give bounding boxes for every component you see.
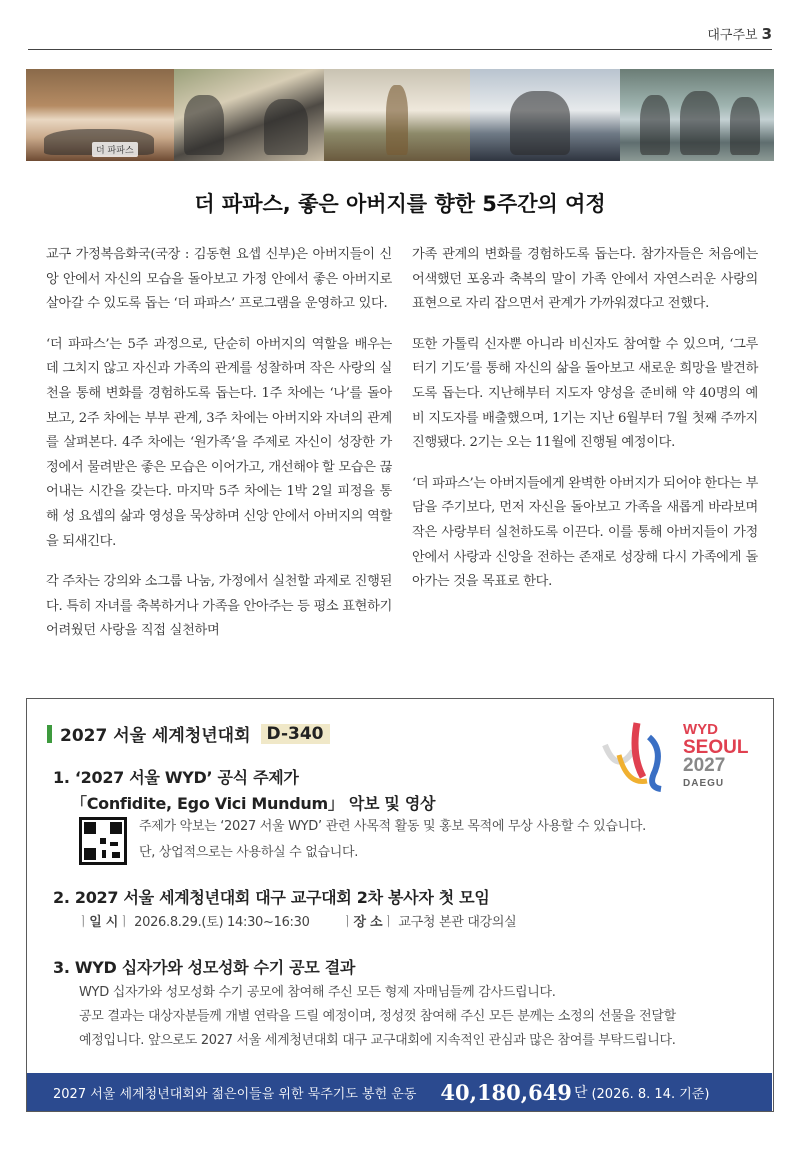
item2-details: ㅣ일 시ㅣ 2026.8.29.(토) 14:30~16:30 ㅣ장 소ㅣ 교구청 본관 대강의실 (77, 915, 517, 930)
item1-desc-2: 단, 상업적으로는 사용하실 수 없습니다. (139, 845, 359, 860)
wyd-heading (47, 721, 330, 746)
logo-line: SEOUL (683, 737, 749, 758)
article-column-left (46, 243, 392, 660)
photo-discussion (174, 69, 324, 161)
item3-line-3: 예정입니다. 앞으로도 2027 서울 세계청년대회 대구 교구대회에 지속적인 관심과 많은 참여를 부탁드립니다. (79, 1033, 676, 1048)
logo-line: 2027 (683, 755, 726, 776)
item1-desc-1: 주제가 악보는 ‘2027 서울 WYD’ 관련 사목적 활동 및 홍보 목적에 무상 사용할 수 있습니다. (139, 819, 646, 834)
place-label: 장 소 (353, 915, 383, 930)
rosary-count-bar (27, 1073, 772, 1111)
rosary-count: 40,180,649 (440, 1079, 572, 1105)
article-title: 더 파파스, 좋은 아버지를 향한 5주간의 여정 (194, 192, 606, 216)
page-number: 3 (761, 25, 772, 43)
rosary-label: 2027 서울 세계청년대회와 젊은이들을 위한 묵주기도 봉헌 운동 (53, 1086, 417, 1102)
wyd-logo (597, 715, 757, 799)
heading-bar (47, 725, 52, 743)
wyd-heading-text: 2027 서울 세계청년대회 (60, 726, 251, 746)
item2-title: 2. 2027 서울 세계청년대회 대구 교구대회 2차 봉사자 첫 모임 (53, 888, 490, 907)
qr-code-icon[interactable] (79, 817, 127, 865)
dday-badge: D-340 (261, 724, 330, 744)
paragraph: ‘더 파파스’는 아버지들에게 완벽한 아버지가 되어야 한다는 부담을 주기보다, 먼저 자신을 돌아보고 가족을 새롭게 바라보며 작은 사랑부터 실천하도록 이끈다. 이를 통해 아버지들이 가정 안에서 사랑과 신앙을 전하는 존재로 성장해 다시 가족에게 돌아가는 것을 목표로 한다. (412, 475, 759, 590)
place-value: 교구청 본관 대강의실 (398, 915, 517, 930)
photo-embrace (620, 69, 774, 161)
logo-line: WYD (683, 721, 718, 738)
wyd-logo-text (683, 721, 748, 793)
paragraph: 또한 가톨릭 신자뿐 아니라 비신자도 참여할 수 있으며, ‘그루터기 기도’를 통해 자신의 삶을 돌아보고 새로운 희망을 발견하도록 돕는다. 지난해부터 지도자 양성을 준비해 약 40명의 예비 지도자를 배출했으며, 1기는 지난 6월부터 7월 첫째 주까지 진행됐다. 2기는 오는 11월에 진행될 예정이다. (412, 336, 759, 451)
date-value: 2026.8.29.(토) 14:30~16:30 (134, 915, 310, 930)
publication-title: 대구주보 (707, 28, 758, 43)
wyd-notice-box (26, 698, 774, 1112)
publication-name (707, 24, 772, 43)
logo-line: DAEGU (683, 778, 725, 789)
paragraph: 교구 가정복음화국(국장 : 김동현 요셉 신부)은 아버지들이 신앙 안에서 자신의 모습을 돌아보고 가정 안에서 좋은 아버지로 살아갈 수 있도록 돕는 ‘더 파파스’ 프로그램을 운영하고 있다. (46, 247, 392, 312)
rosary-date: (2026. 8. 14. 기준) (591, 1086, 710, 1102)
photo-statue (324, 69, 470, 161)
date-label: 일 시 (89, 915, 119, 930)
rosary-unit: 단 (573, 1085, 588, 1101)
photo-chapel-group (26, 69, 174, 161)
paragraph: 각 주차는 강의와 소그룹 나눔, 가정에서 실천할 과제로 진행된다. 특히 자녀를 축복하거나 가족을 안아주는 등 평소 표현하기 어려웠던 사랑을 직접 실천하며 (46, 574, 393, 639)
item3-line-2: 공모 결과는 대상자분들께 개별 연락을 드릴 예정이며, 정성껏 참여해 주신 모든 분께는 소정의 선물을 전달할 (79, 1009, 676, 1024)
item3-title: 3. WYD 십자가와 성모성화 수기 공모 결과 (53, 958, 356, 977)
photo-workshop (470, 69, 620, 161)
photo-strip (26, 69, 774, 161)
item1-subtitle: 「Confidite, Ego Vici Mundum」 악보 및 영상 (71, 794, 436, 813)
wyd-logo-mark (597, 715, 677, 795)
item3-line-1: WYD 십자가와 성모성화 수기 공모에 참여해 주신 모든 형제 자매님들께 감사드립니다. (79, 985, 556, 1000)
item1-title: 1. ‘2027 서울 WYD’ 공식 주제가 (53, 768, 299, 787)
article-column-right (412, 243, 758, 611)
page-header (28, 22, 772, 50)
paragraph: 가족 관계의 변화를 경험하도록 돕는다. 참가자들은 처음에는 어색했던 포옹과 축복의 말이 가족 안에서 자연스러운 사랑의 표현으로 자리 잡으면서 관계가 가까워졌다고 전했다. (412, 247, 758, 312)
paragraph: ‘더 파파스’는 5주 과정으로, 단순히 아버지의 역할을 배우는 데 그치지 않고 자신과 가족의 관계를 성찰하며 작은 사랑의 실천을 통해 변화를 경험하도록 돕는다. 1주 차에는 ‘나’를 돌아보고, 2주 차에는 부부 관계, 3주 차에는 아버지와 자녀의 관계를 살펴본다. 4주 차에는 ‘원가족’을 주제로 자신이 성장한 가정에서 물려받은 좋은 모습은 이어가고, 개선해야 할 모습은 끊어내는 시간을 갖는다. 마지막 5주 차에는 1박 2일 피정을 통해 성 요셉의 삶과 영성을 묵상하며 신앙 안에서 아버지의 역할을 되새긴다. (46, 336, 393, 549)
photo-caption: 더 파파스 (92, 142, 138, 157)
